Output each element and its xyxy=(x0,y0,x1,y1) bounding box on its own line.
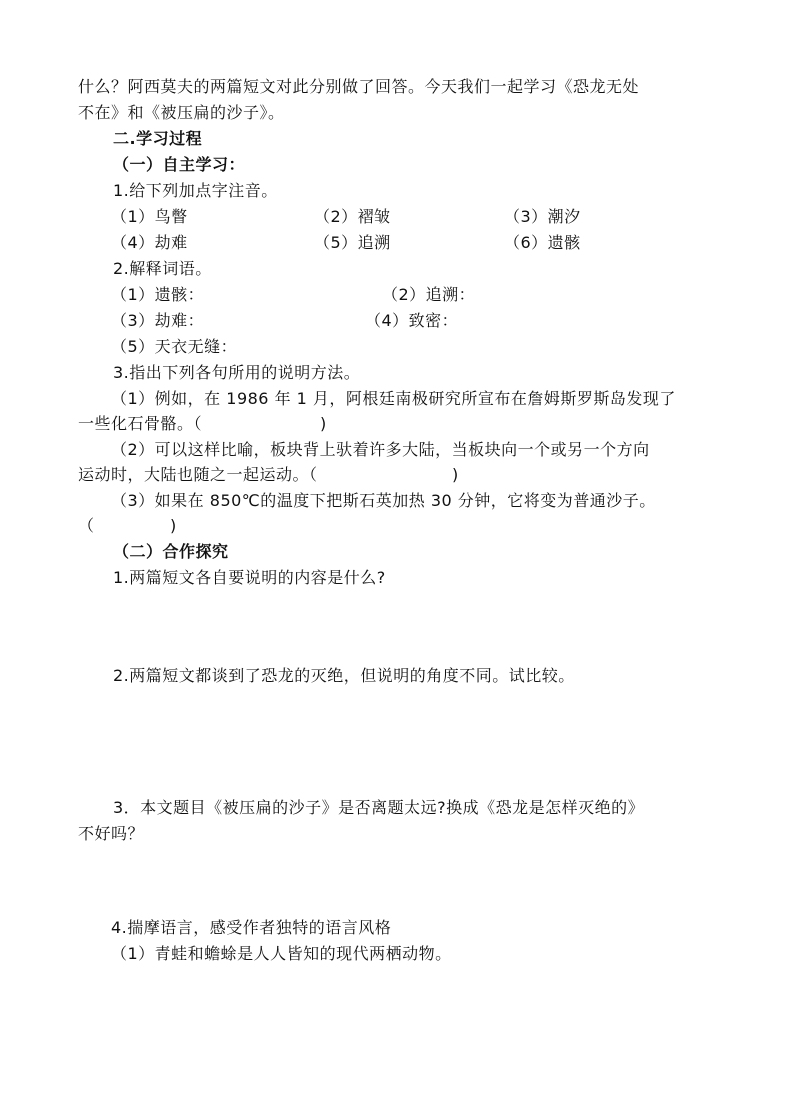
q3-sentence-2-text: 运动时，大陆也随之一起运动。（ xyxy=(78,465,318,484)
part2-title: （二）合作探究 xyxy=(113,542,229,561)
q1-item-4: （4）劫难 xyxy=(111,233,188,252)
q3-sentence-1-line-1: （1）例如，在 1986 年 1 月，阿根廷南极研究所宣布在詹姆斯罗斯岛发现了 xyxy=(111,389,676,408)
part2-q2: 2.两篇短文都谈到了恐龙的灭绝，但说明的角度不同。试比较。 xyxy=(113,666,575,685)
q1-item-3: （3）潮汐 xyxy=(504,207,581,226)
q3-sentence-1-line-2 xyxy=(78,412,378,436)
q3-sentence-3-line-2 xyxy=(78,514,278,538)
intro-line-1: 什么？阿西莫夫的两篇短文对此分别做了回答。今天我们一起学习《恐龙无处 xyxy=(78,77,640,96)
part2-q1: 1.两篇短文各自要说明的内容是什么? xyxy=(113,568,386,587)
q3-sentence-1-text: 一些化石骨骼。（ xyxy=(78,414,203,433)
q2-item-1: （1）遗骸： xyxy=(111,285,205,304)
part2-q4-item-1: （1）青蛙和蟾蜍是人人皆知的现代两栖动物。 xyxy=(111,944,452,963)
q3-sentence-2-line-2 xyxy=(78,463,498,487)
part2-q3-line-2: 不好吗？ xyxy=(78,824,145,843)
q3-sentence-2-line-1: （2）可以这样比喻，板块背上驮着许多大陆，当板块向一个或另一个方向 xyxy=(111,440,650,459)
part2-q3-line-1: 3．本文题目《被压扁的沙子》是否离题太远?换成《恐龙是怎样灭绝的》 xyxy=(113,798,645,817)
q2-item-4: （4）致密： xyxy=(365,311,459,330)
q3-sentence-3-line-1: （3）如果在 850℃的温度下把斯石英加热 30 分钟，它将变为普通沙子。 xyxy=(111,491,656,510)
q2-prompt: 2.解释词语。 xyxy=(113,259,212,278)
q3-sentence-3-text: （ xyxy=(78,516,95,535)
q1-item-2: （2）褶皱 xyxy=(314,207,391,226)
q1-prompt: 1.给下列加点字注音。 xyxy=(113,181,278,200)
part2-q4: 4.揣摩语言，感受作者独特的语言风格 xyxy=(111,918,392,937)
part1-title: （一）自主学习： xyxy=(113,155,246,174)
q3-answer-blank-3-close[interactable]: ) xyxy=(170,516,177,535)
q3-answer-blank-2-close[interactable]: ) xyxy=(452,465,459,484)
q2-item-3: （3）劫难： xyxy=(111,311,205,330)
q1-item-6: （6）遗骸 xyxy=(504,233,581,252)
q1-item-5: （5）追溯 xyxy=(314,233,391,252)
q3-prompt: 3.指出下列各句所用的说明方法。 xyxy=(113,363,361,382)
intro-line-2: 不在》和《被压扁的沙子》。 xyxy=(78,103,285,122)
section-title: 二.学习过程 xyxy=(113,129,203,148)
q1-item-1: （1）鸟瞥 xyxy=(111,207,188,226)
q3-answer-blank-1-close[interactable]: ) xyxy=(320,414,327,433)
q2-item-2: （2）追溯： xyxy=(382,285,476,304)
q2-item-5: （5）天衣无缝： xyxy=(111,337,238,356)
